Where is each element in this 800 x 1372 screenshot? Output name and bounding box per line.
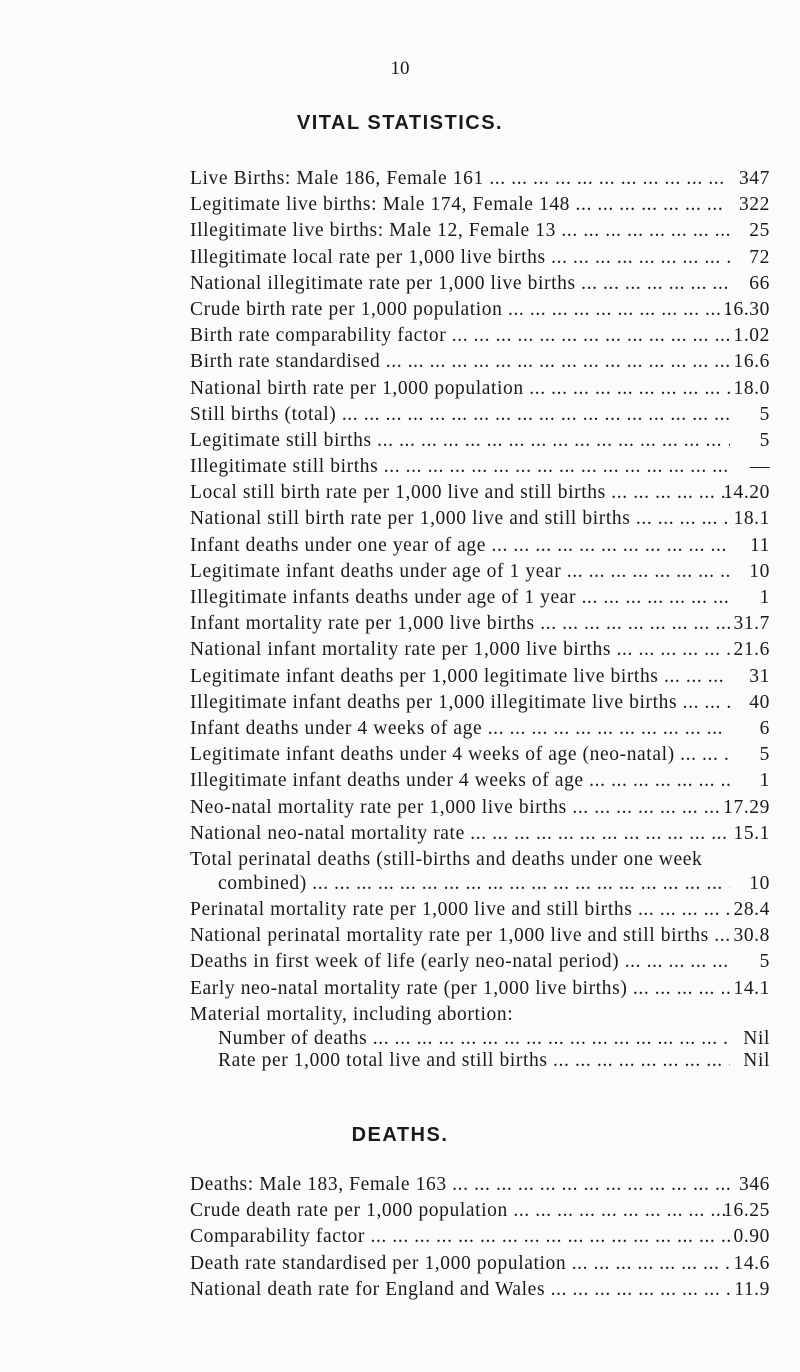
stat-value: 30.8 (733, 925, 770, 947)
stat-value: 31 (749, 665, 770, 687)
stat-value: Nil (743, 1027, 770, 1049)
stat-value: 21.6 (733, 639, 770, 661)
maternal-heading-row (0, 1004, 800, 1028)
stat-row-national-birth-rate (0, 378, 800, 404)
stat-row-infant-deaths-4-weeks (0, 718, 800, 744)
page-number: 10 (390, 58, 410, 79)
stat-value: Nil (743, 1049, 770, 1071)
death-row-comparability-factor (0, 1226, 800, 1252)
stat-row-national-infant-mortality-rate (0, 639, 800, 665)
stat-row-birth-comparability-factor (0, 325, 800, 351)
stat-row-illegitimate-local-rate (0, 247, 800, 273)
stat-label: Rate per 1,000 total live and still births ... . (218, 1050, 730, 1072)
stat-label: Deaths in first week of life (early neo-natal period) ... . (190, 951, 730, 973)
stat-row-national-still-birth-rate (0, 508, 800, 534)
stat-label: combined) ... . (218, 873, 730, 895)
stat-label: Illegitimate still births ... . (190, 456, 730, 478)
stat-value: 18.1 (733, 508, 770, 530)
stat-row-legitimate-live-births (0, 194, 800, 220)
stat-row-legitimate-infant-death-rate (0, 666, 800, 692)
stat-value: 10 (749, 872, 770, 894)
stat-value: 1.02 (733, 325, 770, 347)
deaths-list (0, 1174, 800, 1305)
stat-label: Neo-natal mortality rate per 1,000 live births ... . (190, 797, 730, 819)
stat-value: 31.7 (733, 613, 770, 635)
stat-label: Birth rate standardised ... . (190, 351, 730, 373)
stat-row-crude-birth-rate (0, 299, 800, 325)
stat-row-national-neo-natal-rate (0, 823, 800, 849)
stat-value: 15.1 (733, 822, 770, 844)
stat-value: — (749, 456, 770, 478)
stat-row-birth-rate-standardised (0, 351, 800, 377)
death-row-total (0, 1174, 800, 1200)
stat-label: National death rate for England and Wales ... . (190, 1279, 730, 1301)
stat-value: 16.30 (723, 298, 770, 320)
stat-label: Birth rate comparability factor ... . (190, 325, 730, 347)
stat-label: Still births (total) ... . (190, 404, 730, 426)
stat-row-still-births-total (0, 404, 800, 430)
stat-value: 14.1 (733, 977, 770, 999)
stat-label: Legitimate live births: Male 174, Female 148 ... . (190, 194, 730, 216)
death-row-crude-rate (0, 1200, 800, 1226)
stat-value: 72 (749, 246, 770, 268)
stat-label: National neo-natal mortality rate ... . (190, 823, 730, 845)
stat-label: National infant mortality rate per 1,000 live births ... . (190, 639, 730, 661)
stat-row-illegitimate-neo-natal-deaths (0, 770, 800, 796)
stat-value: 16.6 (733, 351, 770, 373)
death-row-national-rate (0, 1279, 800, 1305)
stat-value: 66 (749, 272, 770, 294)
stat-row-illegitimate-infant-deaths (0, 587, 800, 613)
stat-row-neo-natal-mortality-rate (0, 797, 800, 823)
stat-label: Local still birth rate per 1,000 live and still births ... . (190, 482, 730, 504)
stat-row-early-neo-natal-rate (0, 978, 800, 1004)
stat-label: National illegitimate rate per 1,000 live births ... . (190, 273, 730, 295)
stat-row-perinatal-deaths (0, 873, 800, 899)
stat-label: Perinatal mortality rate per 1,000 live and still births ... . (190, 899, 730, 921)
stat-label: Live Births: Male 186, Female 161 ... . (190, 168, 730, 190)
stat-label: National still birth rate per 1,000 live and still births ... . (190, 508, 730, 530)
vital-statistics-list (0, 168, 800, 1076)
stat-row-maternal-deaths (0, 1028, 800, 1050)
stat-value: 25 (749, 220, 770, 242)
vital-statistics-title: VITAL STATISTICS. (296, 112, 504, 134)
stat-label: Infant mortality rate per 1,000 live births ... . (190, 613, 730, 635)
stat-row-perinatal-mortality-rate (0, 899, 800, 925)
stat-value: 1 (759, 770, 770, 792)
stat-label: Death rate standardised per 1,000 population ... . (190, 1253, 730, 1275)
stat-value: 5 (759, 429, 770, 451)
stat-value: 16.25 (723, 1200, 770, 1222)
stat-label: Infant deaths under one year of age ... . (190, 535, 730, 557)
stat-value: 347 (738, 168, 770, 189)
stat-value: 14.20 (723, 482, 770, 504)
stat-value: 28.4 (733, 899, 770, 921)
stat-label: Legitimate infant deaths per 1,000 legitimate live births ... . (190, 666, 730, 688)
stat-value: 1 (759, 587, 770, 608)
stat-label: Illegitimate infant deaths under 4 weeks of age ... . (190, 770, 730, 792)
perinatal-heading-row (0, 849, 800, 873)
deaths-title: DEATHS. (351, 1124, 449, 1146)
death-row-standardised-rate (0, 1253, 800, 1279)
stat-row-first-week-deaths (0, 951, 800, 977)
stat-value: 11.9 (734, 1278, 770, 1300)
perinatal-heading: Total perinatal deaths (still-births and deaths under one week (190, 848, 703, 870)
stat-value: 18.0 (733, 377, 770, 399)
stat-value: 346 (738, 1174, 770, 1195)
stat-row-national-perinatal-rate (0, 925, 800, 951)
stat-value: 0.90 (733, 1226, 770, 1248)
stat-value: 5 (759, 951, 770, 973)
stat-row-illegitimate-still-births (0, 456, 800, 482)
stat-label: Number of deaths ... . (218, 1028, 730, 1050)
stat-label: Comparability factor ... . (190, 1226, 730, 1248)
stat-label: Infant deaths under 4 weeks of age ... . (190, 718, 730, 740)
stat-row-infant-mortality-rate (0, 613, 800, 639)
stat-value: 40 (749, 691, 770, 713)
stat-value: 5 (759, 403, 770, 425)
stat-value: 11 (750, 534, 770, 556)
stat-value: 5 (759, 744, 770, 766)
stat-row-maternal-rate (0, 1050, 800, 1076)
stat-row-national-illegitimate-rate (0, 273, 800, 299)
stat-label: Illegitimate live births: Male 12, Female 13 ... . (190, 220, 730, 242)
stat-label: Legitimate still births ... . (190, 430, 730, 452)
maternal-heading: Material mortality, including abortion: (190, 1003, 514, 1025)
stat-label: Early neo-natal mortality rate (per 1,000 live births) ... . (190, 978, 730, 1000)
stat-label: Legitimate infant deaths under 4 weeks of age (neo-natal) ... . (190, 744, 730, 766)
stat-label: Illegitimate infant deaths per 1,000 illegitimate live births ... . (190, 692, 730, 714)
stat-label: Crude death rate per 1,000 population ... . (190, 1200, 730, 1222)
stat-row-illegitimate-infant-death-rate (0, 692, 800, 718)
stat-label: Legitimate infant deaths under age of 1 year ... . (190, 561, 730, 583)
stat-row-infant-deaths (0, 535, 800, 561)
stat-row-live-births (0, 168, 800, 194)
stat-label: Illegitimate infants deaths under age of 1 year ... . (190, 587, 730, 609)
stat-label: Illegitimate local rate per 1,000 live births ... . (190, 247, 730, 269)
stat-row-local-still-birth-rate (0, 482, 800, 508)
stat-value: 17.29 (723, 796, 770, 818)
stat-row-legitimate-infant-deaths (0, 561, 800, 587)
stat-label: National perinatal mortality rate per 1,000 live and still births ... . (190, 925, 730, 947)
stat-value: 322 (738, 194, 770, 216)
stat-label: National birth rate per 1,000 population ... . (190, 378, 730, 400)
stat-row-legitimate-still-births (0, 430, 800, 456)
stat-value: 6 (759, 717, 770, 739)
stat-label: Deaths: Male 183, Female 163 ... . (190, 1174, 730, 1196)
stat-label: Crude birth rate per 1,000 population ... . (190, 299, 730, 321)
stat-row-illegitimate-live-births (0, 220, 800, 246)
stat-row-legitimate-neo-natal-deaths (0, 744, 800, 770)
stat-value: 14.6 (733, 1252, 770, 1274)
stat-value: 10 (749, 560, 770, 582)
